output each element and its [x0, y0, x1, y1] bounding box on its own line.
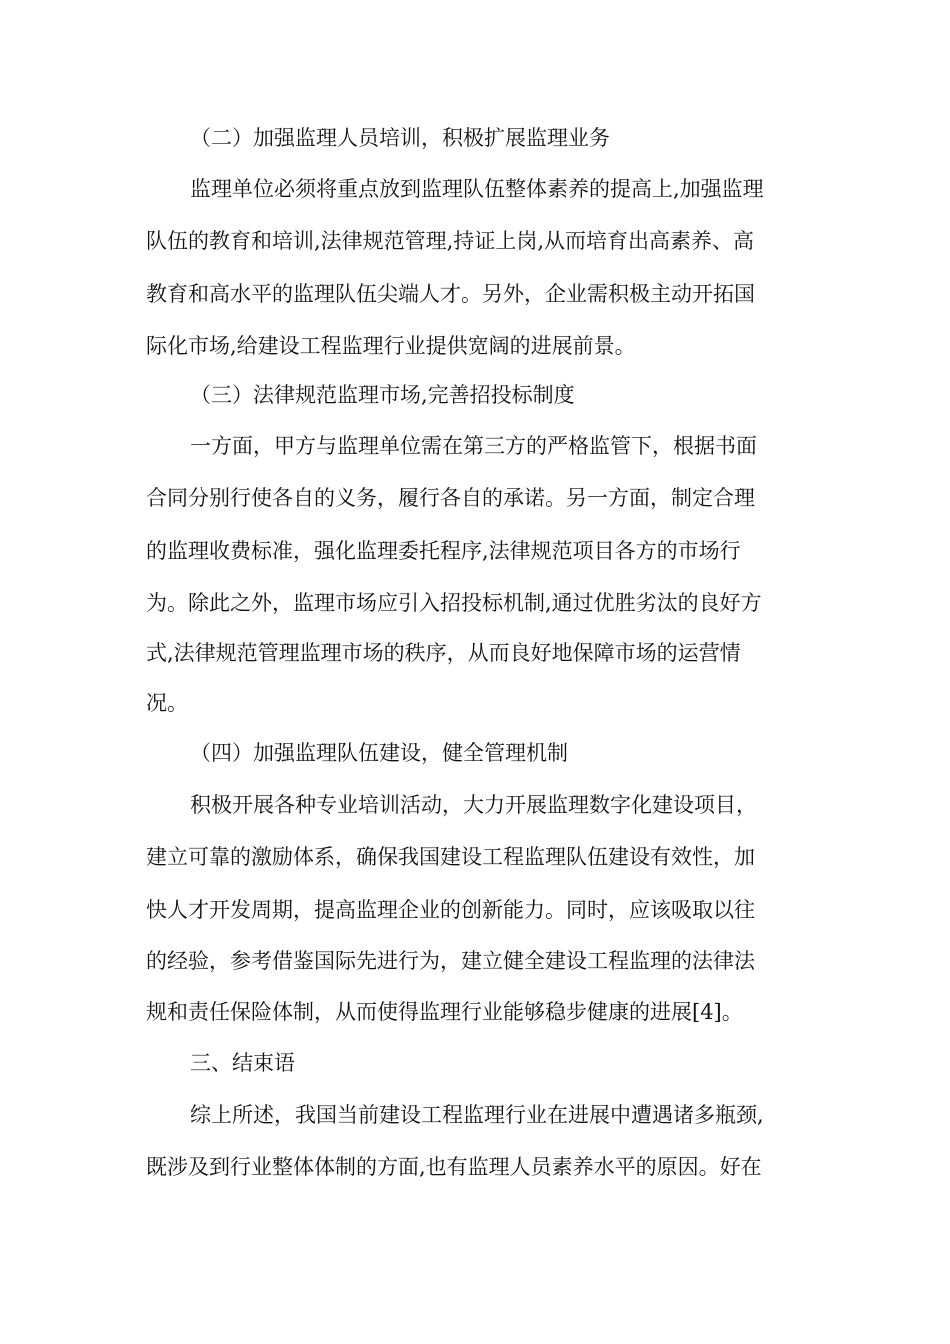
- paragraph-line: 的监理收费标准，强化监理委托程序,法律规范项目各方的市场行: [146, 539, 741, 563]
- paragraph-line: 教育和高水平的监理队伍尖端人才。另外，企业需积极主动开拓国: [146, 282, 755, 306]
- paragraph-line: 积极开展各种专业培训活动，大力开展监理数字化建设项目，: [190, 793, 757, 817]
- section-heading-4: （四）加强监理队伍建设，健全管理机制: [190, 741, 568, 765]
- paragraph-line: 队伍的教育和培训,法律规范管理,持证上岗,从而培育出高素养、高: [146, 229, 755, 253]
- paragraph-line: 综上所述，我国当前建设工程监理行业在进展中遭遇诸多瓶颈,: [190, 1103, 764, 1127]
- paragraph-line: 式,法律规范管理监理市场的秩序，从而良好地保障市场的运营情: [146, 641, 741, 665]
- paragraph-line: 为。除此之外，监理市场应引入招投标机制,通过优胜劣汰的良好方: [146, 591, 762, 615]
- paragraph-line: 既涉及到行业整体体制的方面,也有监理人员素养水平的原因。好在: [146, 1155, 762, 1179]
- paragraph-line: 的经验，参考借鉴国际先进行为，建立健全建设工程监理的法律法: [146, 949, 755, 973]
- conclusion-heading: 三、结束语: [190, 1051, 295, 1075]
- paragraph-line: 际化市场,给建设工程监理行业提供宽阔的进展前景。: [146, 334, 636, 358]
- paragraph-line: 合同分别行使各自的义务，履行各自的承诺。另一方面，制定合理: [146, 486, 755, 510]
- paragraph-line: 快人才开发周期，提高监理企业的创新能力。同时，应该吸取以往: [146, 898, 755, 922]
- section-heading-3: （三）法律规范监理市场,完善招投标制度: [190, 383, 575, 407]
- paragraph-line: 况。: [146, 691, 188, 715]
- paragraph-line: 监理单位必须将重点放到监理队伍整体素养的提高上,加强监理: [190, 177, 764, 201]
- paragraph-line: 建立可靠的激励体系，确保我国建设工程监理队伍建设有效性，加: [146, 845, 755, 869]
- paragraph-line: 规和责任保险体制，从而使得监理行业能够稳步健康的进展[4]。: [146, 1000, 743, 1024]
- paragraph-line: 一方面，甲方与监理单位需在第三方的严格监管下，根据书面: [190, 434, 757, 458]
- section-heading-2: （二）加强监理人员培训，积极扩展监理业务: [190, 126, 610, 150]
